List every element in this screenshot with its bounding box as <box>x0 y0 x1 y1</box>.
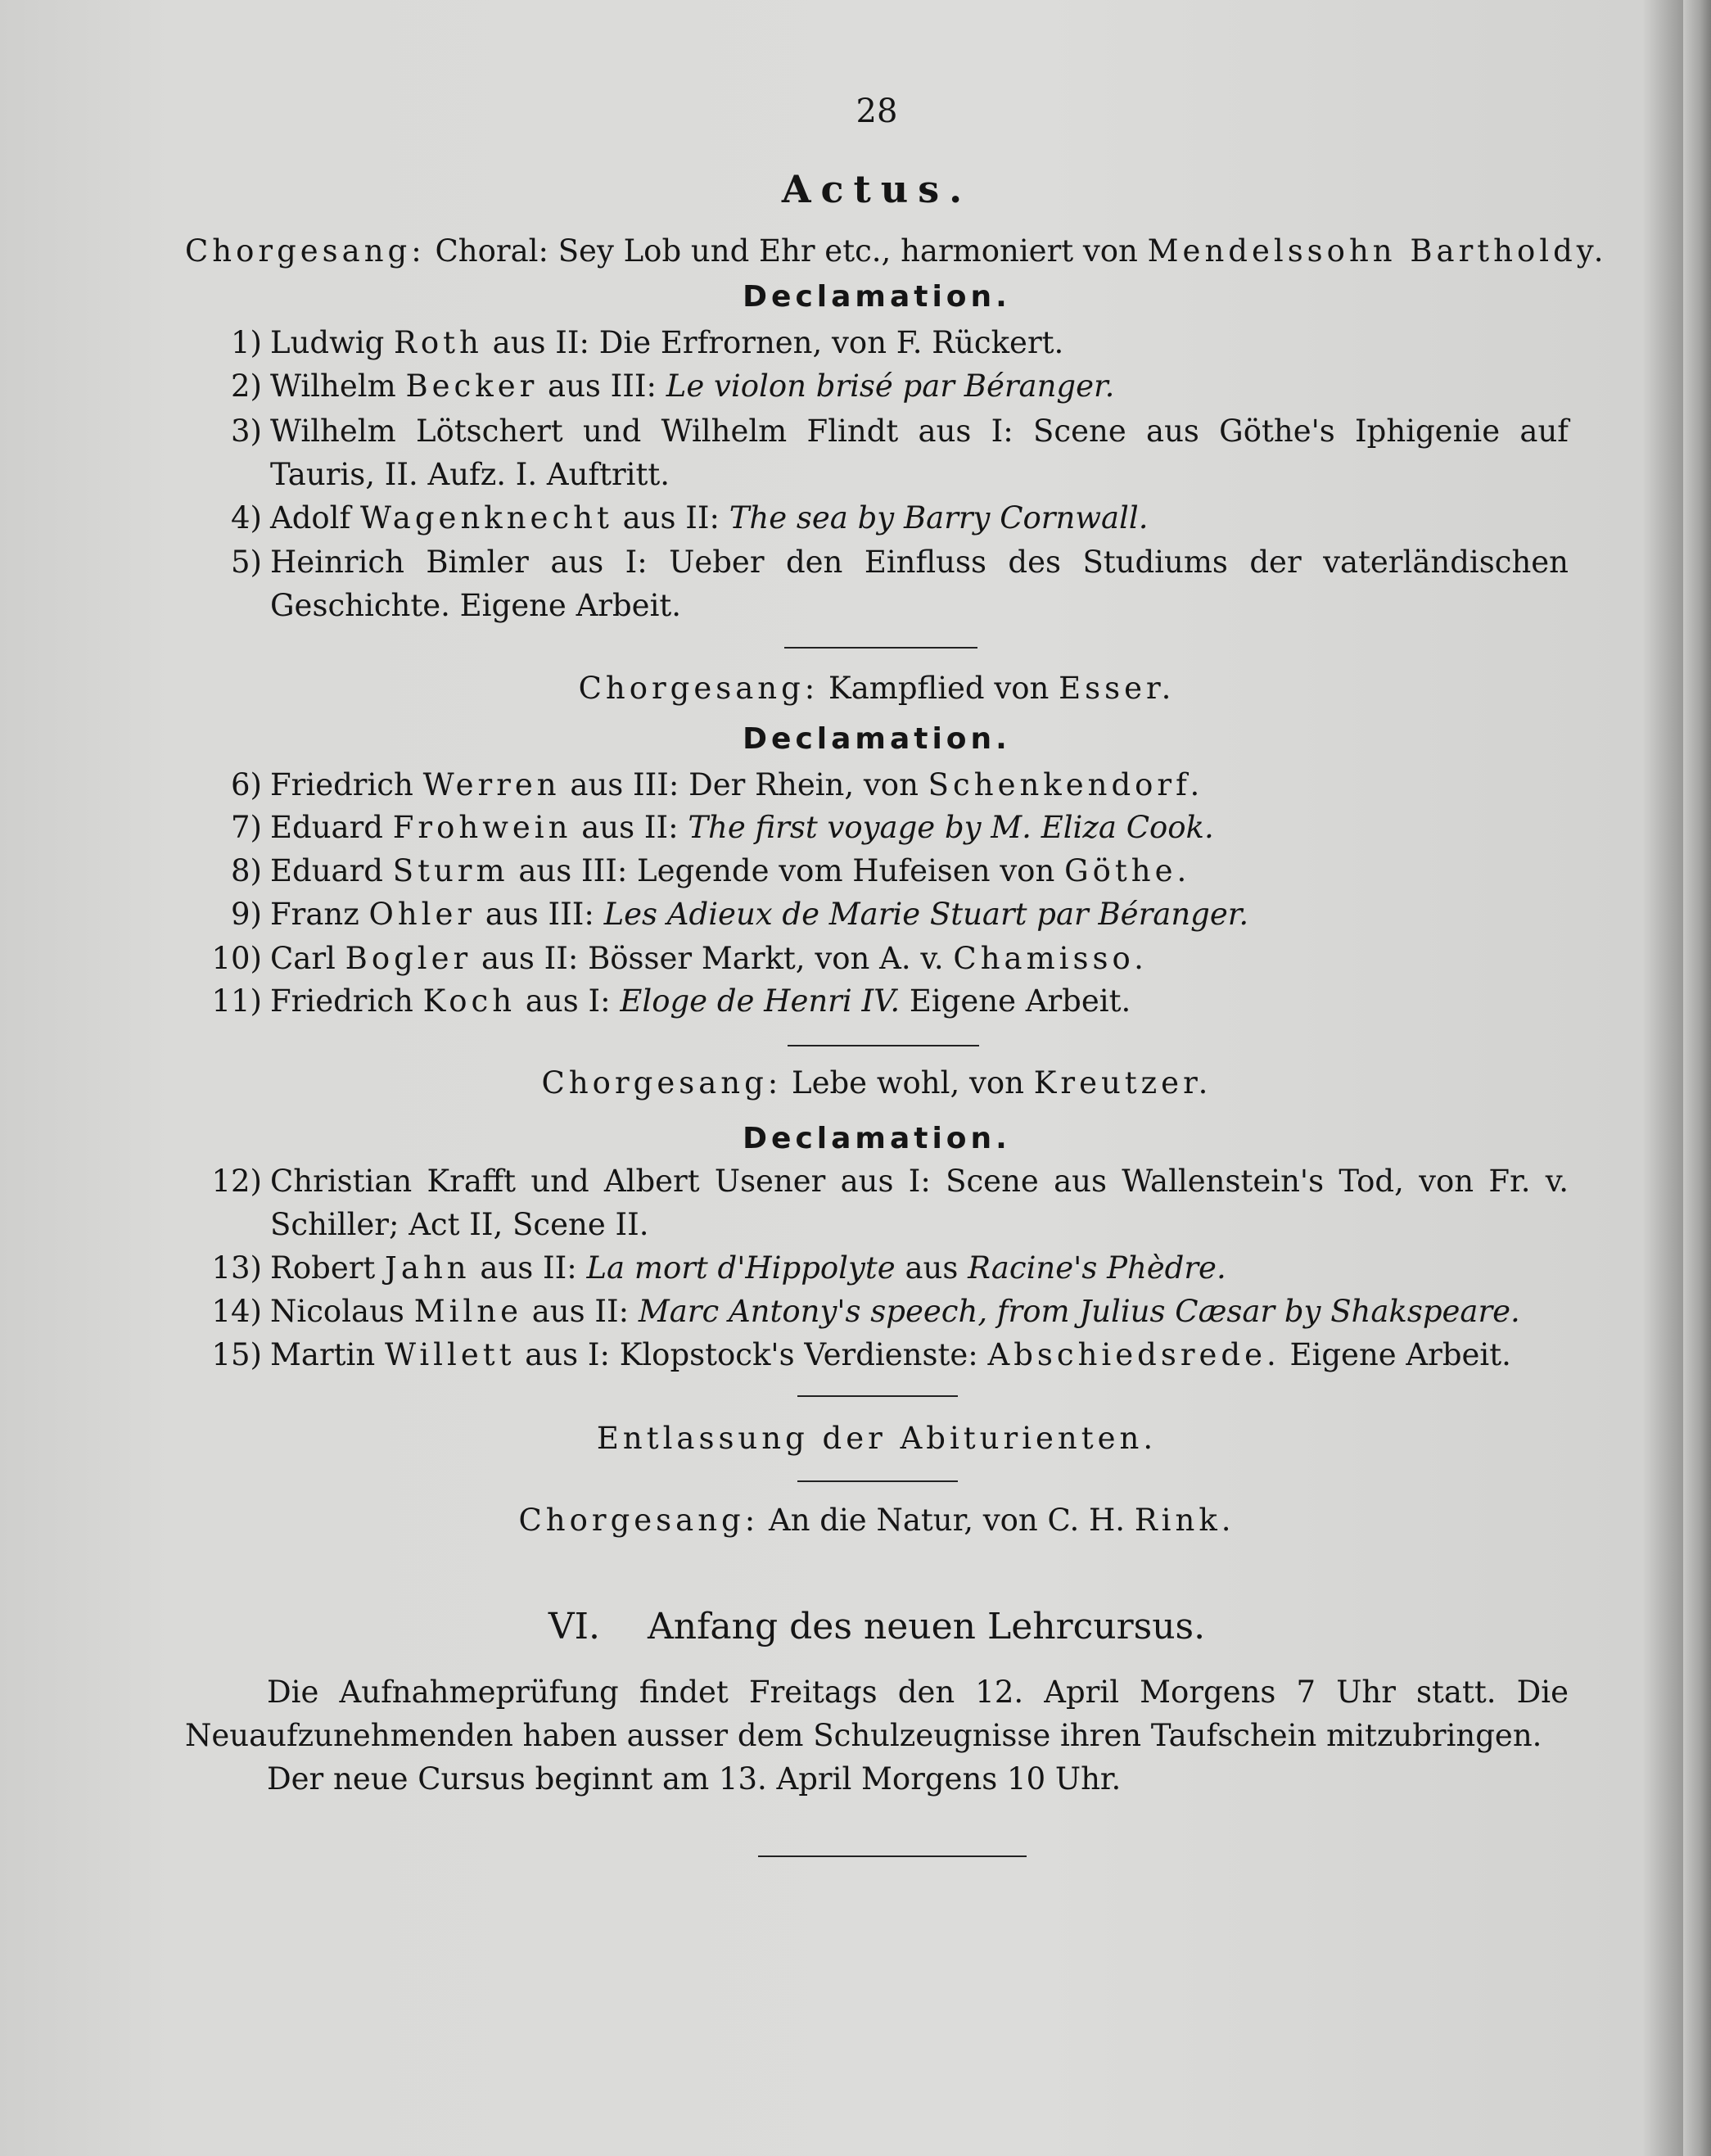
divider <box>797 1395 958 1397</box>
declamation-item: 9) Franz Ohler aus III: Les Adieux de Marie Stuart par Béranger. <box>231 897 1249 932</box>
declamation-item: 5) Heinrich Bimler aus I: Ueber den Einfluss des Studiums der vaterländischen Geschichte. Eigene Arbeit. <box>231 545 1569 623</box>
declamation-item: 15) Martin Willett aus I: Klopstock's Verdienste: Abschiedsrede. Eigene Arbeit. <box>211 1337 1511 1372</box>
end-divider <box>758 1855 1027 1857</box>
opening-chorgesang: Chorgesang: Choral: Sey Lob und Ehr etc., harmoniert von Mendelssohn Bartholdy. <box>185 233 1608 269</box>
declamation-item: 12) Christian Krafft und Albert Usener aus I: Scene aus Wallenstein's Tod, von Fr. v. Schiller; Act II, Scene II. <box>211 1164 1569 1242</box>
divider <box>784 647 977 649</box>
declamation-item: 13) Robert Jahn aus II: La mort d'Hippolyte aus Racine's Phèdre. <box>211 1250 1226 1286</box>
declamation-heading-3: Declamation. <box>743 1122 1011 1155</box>
declamation-item: 4) Adolf Wagenknecht aus II: The sea by Barry Cornwall. <box>231 500 1149 536</box>
declamation-heading-2: Declamation. <box>743 722 1011 756</box>
divider <box>797 1480 958 1482</box>
page-edge-shadow <box>1683 0 1711 2156</box>
declamation-item: 14) Nicolaus Milne aus II: Marc Antony's speech, from Julius Cæsar by Shakspeare. <box>211 1294 1520 1329</box>
declamation-item: 1) Ludwig Roth aus II: Die Erfrornen, von F. Rückert. <box>231 325 1064 360</box>
declamation-item: 3) Wilhelm Lötschert und Wilhelm Flindt aus I: Scene aus Göthe's Iphigenie auf Tauris, II. Aufz. I. Auftritt. <box>231 414 1569 492</box>
declamation-item: 6) Friedrich Werren aus III: Der Rhein, von Schenkendorf. <box>231 767 1204 802</box>
chorgesang-2: Chorgesang: Kampflied von Esser. <box>578 671 1176 706</box>
declamation-item: 10) Carl Bogler aus II: Bösser Markt, von A. v. Chamisso. <box>211 941 1148 976</box>
declamation-item: 11) Friedrich Koch aus I: Eloge de Henri IV. Eigene Arbeit. <box>211 983 1131 1019</box>
divider <box>788 1045 979 1046</box>
declamation-item: 7) Eduard Frohwein aus II: The first voyage by M. Eliza Cook. <box>231 810 1214 845</box>
declamation-item: 2) Wilhelm Becker aus III: Le violon brisé par Béranger. <box>231 368 1115 404</box>
closing-chorgesang: Chorgesang: An die Natur, von C. H. Rink. <box>518 1503 1235 1538</box>
section-vi-heading: VI. Anfang des neuen Lehrcursus. <box>548 1606 1206 1648</box>
chorgesang-3: Chorgesang: Lebe wohl, von Kreutzer. <box>541 1065 1212 1101</box>
page-number: 28 <box>856 93 898 130</box>
entlassung: Entlassung der Abiturienten. <box>596 1421 1158 1456</box>
declamation-heading-1: Declamation. <box>743 280 1011 314</box>
heading-actus: Actus. <box>781 167 973 211</box>
paragraph-aufnahme: Die Aufnahmeprüfung findet Freitags den 12. April Morgens 7 Uhr statt. Die Neuaufzunehmenden haben ausser dem Schulzeugnisse ihren Taufschein mitzubringen. <box>185 1675 1569 1753</box>
paragraph-cursus: Der neue Cursus beginnt am 13. April Morgens 10 Uhr. <box>267 1761 1122 1797</box>
declamation-item: 8) Eduard Sturm aus III: Legende vom Hufeisen von Göthe. <box>231 853 1191 888</box>
